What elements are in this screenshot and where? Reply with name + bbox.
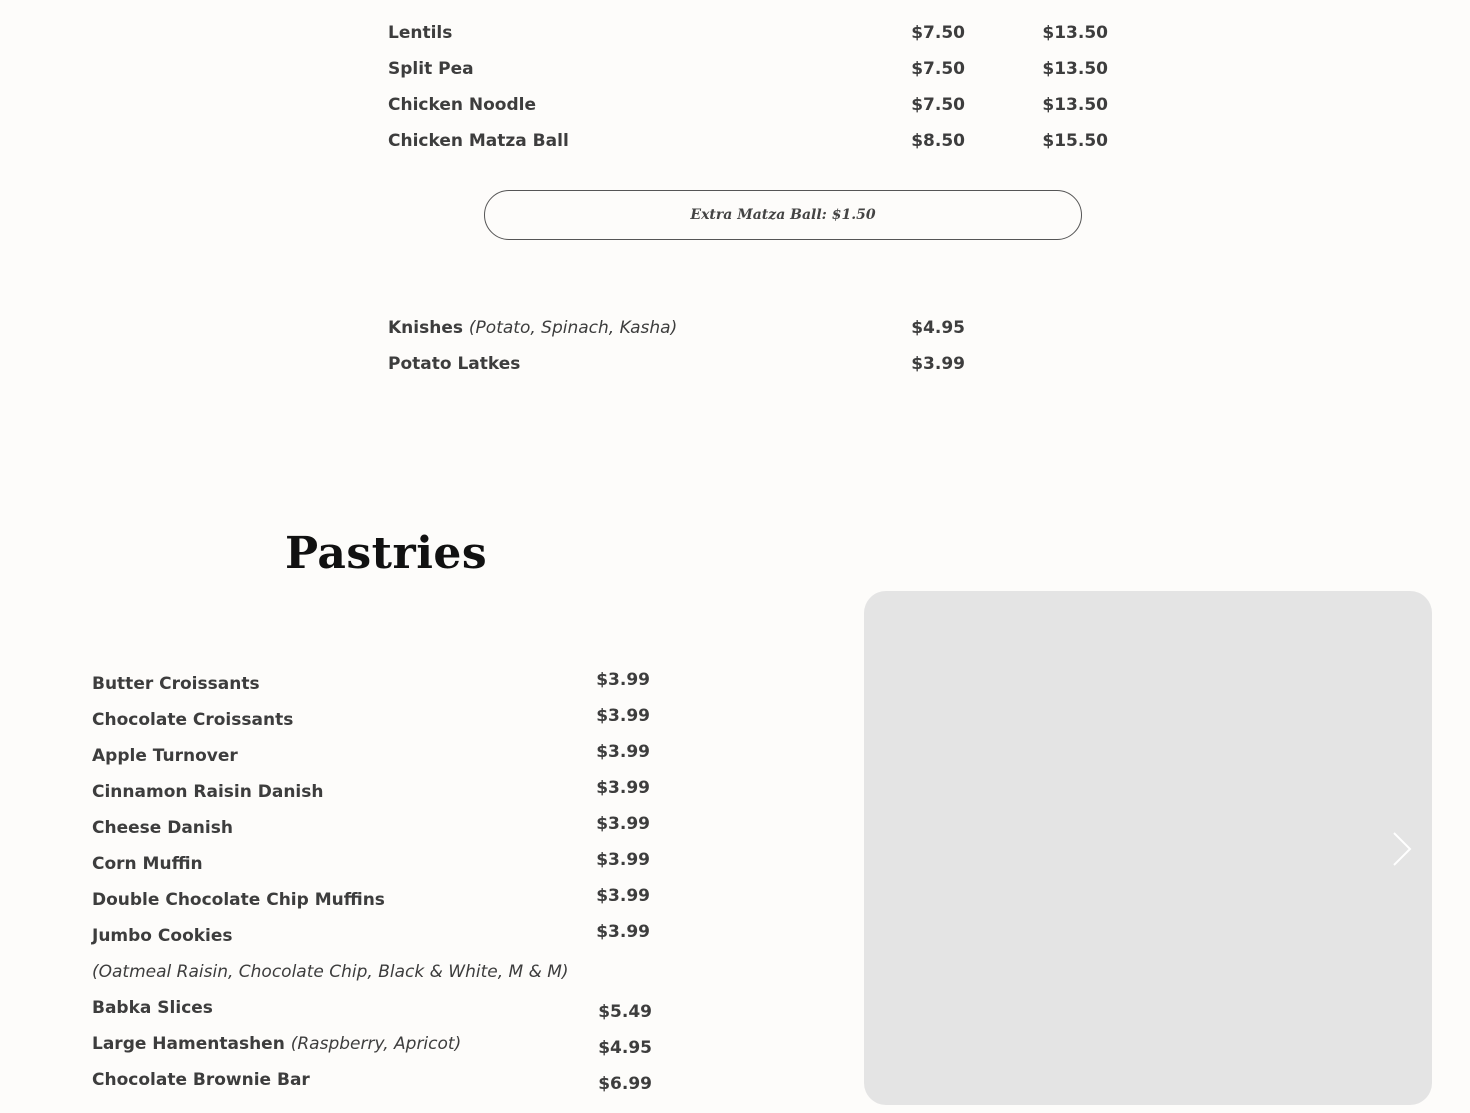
pastry-item-name: Chocolate Brownie Bar — [92, 1070, 310, 1090]
soup-bowl-price: $13.50 — [1042, 59, 1108, 79]
chevron-right-icon[interactable] — [1384, 829, 1414, 869]
side-item-price: $4.95 — [911, 318, 965, 338]
side-item-name: Potato Latkes — [388, 354, 521, 374]
pastry-item-name: Jumbo Cookies — [92, 926, 233, 946]
pastry-item-name: Corn Muffin — [92, 854, 203, 874]
extra-matza-ball-note — [484, 190, 1082, 240]
side-item-name: Knishes — [388, 318, 463, 338]
pastry-item — [92, 1032, 461, 1056]
pastry-item-price: $5.49 — [598, 1002, 652, 1022]
soup-cup-price: $7.50 — [911, 23, 965, 43]
pastry-item-name: Double Chocolate Chip Muffins — [92, 890, 385, 910]
soup-name: Split Pea — [388, 59, 474, 79]
section-title-pastries: Pastries — [285, 528, 488, 579]
pastry-item-name: Apple Turnover — [92, 746, 238, 766]
extra-matza-ball-text: Extra Matza Ball: $1.50 — [690, 207, 876, 223]
pastry-item-name: Cheese Danish — [92, 818, 233, 838]
pastry-item-price: $3.99 — [596, 922, 650, 942]
pastry-item-name: Chocolate Croissants — [92, 710, 294, 730]
pastry-item-price: $3.99 — [596, 886, 650, 906]
cookie-flavors-note: (Oatmeal Raisin, Chocolate Chip, Black & White, M & M) — [92, 962, 569, 982]
side-item-price: $3.99 — [911, 354, 965, 374]
soup-bowl-price: $13.50 — [1042, 95, 1108, 115]
pastry-item-price: $3.99 — [596, 850, 650, 870]
pastry-item-price: $3.99 — [596, 778, 650, 798]
soup-cup-price: $7.50 — [911, 95, 965, 115]
soup-name: Lentils — [388, 23, 453, 43]
soup-cup-price: $8.50 — [911, 131, 965, 151]
soup-bowl-price: $15.50 — [1042, 131, 1108, 151]
pastry-item-price: $4.95 — [598, 1038, 652, 1058]
pastry-item-price: $6.99 — [598, 1074, 652, 1094]
soup-name: Chicken Noodle — [388, 95, 536, 115]
pastry-item-price: $3.99 — [596, 706, 650, 726]
pastry-item-name: Babka Slices — [92, 998, 213, 1018]
pastry-item-price: $3.99 — [596, 742, 650, 762]
pastry-item-name: Cinnamon Raisin Danish — [92, 782, 324, 802]
soup-cup-price: $7.50 — [911, 59, 965, 79]
side-item — [388, 352, 520, 376]
pastry-item-price: $3.99 — [596, 814, 650, 834]
soup-bowl-price: $13.50 — [1042, 23, 1108, 43]
pastry-item-note: (Raspberry, Apricot) — [290, 1034, 462, 1054]
pastry-item-name: Butter Croissants — [92, 674, 260, 694]
side-item-note: (Potato, Spinach, Kasha) — [468, 318, 678, 338]
side-item — [388, 316, 677, 340]
pastry-image-gallery[interactable] — [864, 591, 1432, 1105]
pastry-item-name: Large Hamentashen — [92, 1034, 285, 1054]
pastry-item-price: $3.99 — [596, 670, 650, 690]
soup-name: Chicken Matza Ball — [388, 131, 569, 151]
